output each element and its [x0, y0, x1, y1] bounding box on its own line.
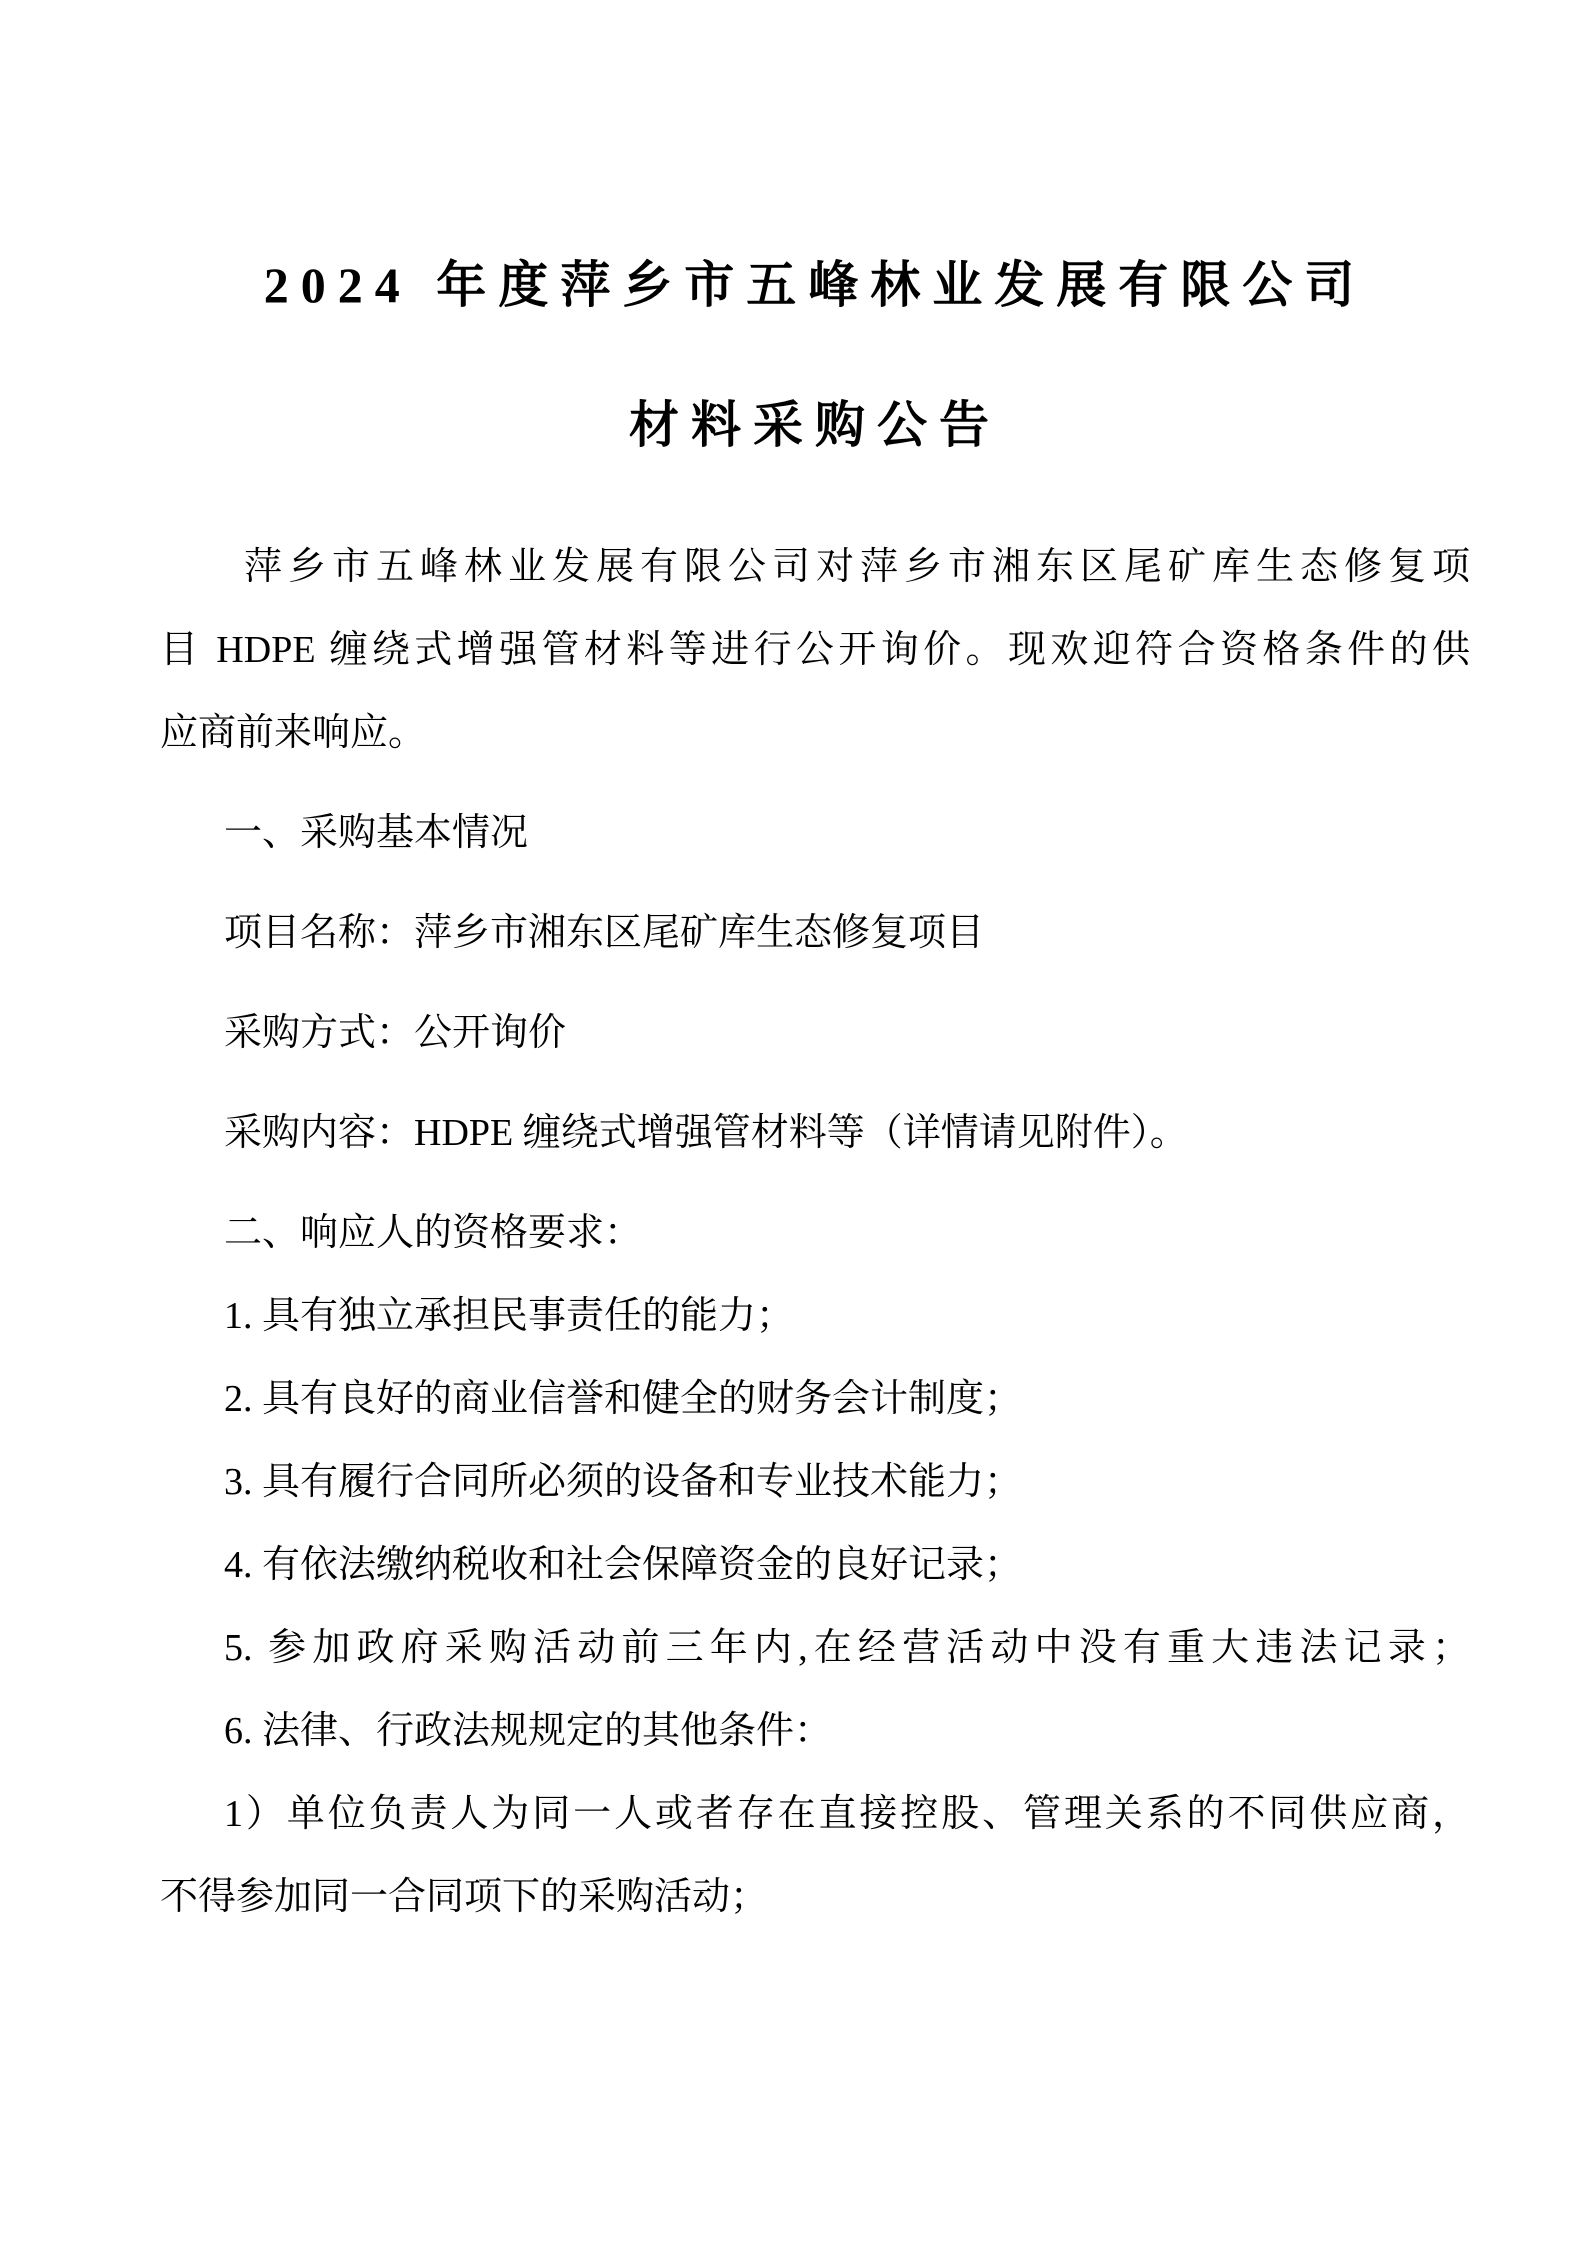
requirement-item-1 — [160, 1275, 1470, 1358]
text-line: 一、采购基本情况 — [224, 812, 529, 854]
text-line: 萍乡市五峰林业发展有限公司对萍乡市湘东区尾矿库生态修复项 — [244, 546, 1470, 588]
document-title-line-2: 材料采购公告 — [629, 397, 1001, 453]
text-line: 不得参加同一合同项下的采购活动； — [160, 1876, 769, 1918]
requirement-item-6 — [160, 1690, 1470, 1773]
section-heading-1 — [160, 792, 1470, 875]
requirement-item-2 — [160, 1358, 1470, 1441]
text-line: 6. 法律、行政法规规定的其他条件： — [224, 1710, 833, 1752]
requirement-item-5 — [160, 1607, 1470, 1690]
document-body — [160, 526, 1470, 1939]
intro-paragraph — [160, 526, 1470, 775]
requirement-item-4 — [160, 1524, 1470, 1607]
text-line: 采购内容：HDPE 缠绕式增强管材料等（详情请见附件）。 — [224, 1112, 1188, 1154]
text-line: 1. 具有独立承担民事责任的能力； — [224, 1295, 795, 1337]
text-line: 项目名称：萍乡市湘东区尾矿库生态修复项目 — [224, 912, 985, 954]
document-title-line-1: 2024 年度萍乡市五峰林业发展有限公司 — [263, 257, 1367, 313]
text-line: 5. 参加政府采购活动前三年内,在经营活动中没有重大违法记录； — [224, 1627, 1470, 1669]
project-name-line — [160, 892, 1470, 975]
section-heading-2 — [160, 1192, 1470, 1275]
text-line: 采购方式：公开询价 — [224, 1012, 567, 1054]
requirement-item-6-sub-1 — [160, 1773, 1470, 1939]
text-line: 1）单位负责人为同一人或者存在直接控股、管理关系的不同供应商， — [224, 1793, 1470, 1835]
requirement-item-3 — [160, 1441, 1470, 1524]
text-line: 3. 具有履行合同所必须的设备和专业技术能力； — [224, 1461, 1023, 1503]
text-line: 目 HDPE 缠绕式增强管材料等进行公开询价。现欢迎符合资格条件的供 — [160, 629, 1470, 671]
text-line: 2. 具有良好的商业信誉和健全的财务会计制度； — [224, 1378, 1023, 1420]
text-line: 应商前来响应。 — [160, 712, 427, 754]
text-line: 二、响应人的资格要求： — [224, 1212, 643, 1254]
procurement-content-line — [160, 1092, 1470, 1175]
procurement-method-line — [160, 992, 1470, 1075]
text-line: 4. 有依法缴纳税收和社会保障资金的良好记录； — [224, 1544, 1023, 1586]
